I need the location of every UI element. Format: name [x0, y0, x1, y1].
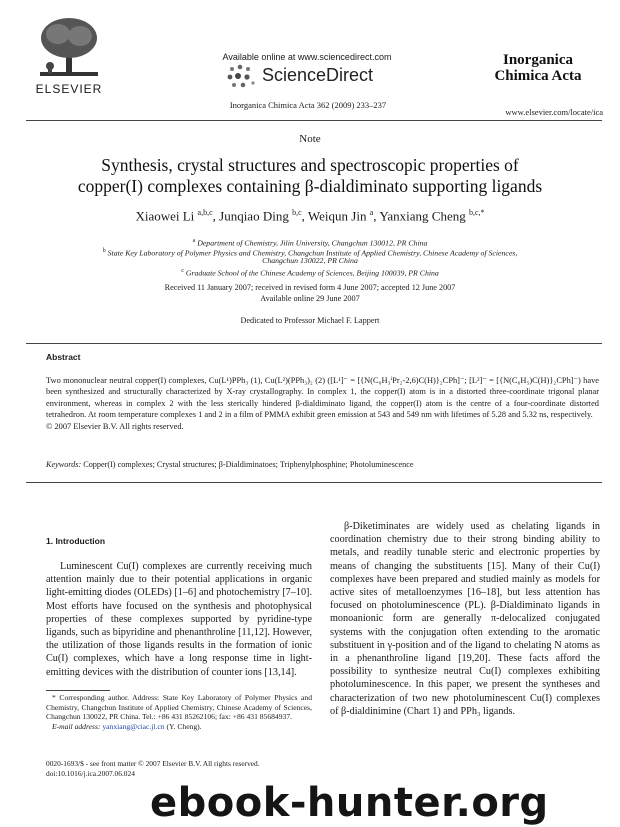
author-name[interactable]: Xiaowei Li — [135, 208, 195, 224]
title-line-1: Synthesis, crystal structures and spectroscopic properties of — [101, 155, 519, 175]
abstract-body — [46, 375, 599, 432]
available-online-line[interactable]: Available online at www.sciencedirect.com — [222, 52, 392, 62]
available-online-date: Available online 29 June 2007 — [260, 293, 360, 303]
author-name[interactable]: Yanxiang Cheng — [379, 208, 466, 224]
article-type: Note — [299, 133, 321, 145]
affiliation-text: Department of Chemistry, Jilin University, Changchun 130012, PR China — [197, 238, 428, 248]
affiliation-text: Changchun 130022, PR China — [262, 256, 358, 265]
intro-right-paragraph: β-Diketiminates are widely used as chelating ligands in coordination chemistry due to their strong binding ability to metals, and readily tunable steric and electronic properties by means of changing the substituents [15]. Many of their Cu(I) complexes have been prepared and studied mainly as models for active sites of metalloenzymes [16–18], but less attention has focused on photoluminescence (PL). β-Dialdiminato ligands in monoanionic form are generally π-delocalized conjugated systems with the conjugation often extending to the aromatic substituent in γ-position and of the ligand to chelating N atoms as in a phenanthroline ligand [19,20]. These facts afford the possibility to synthesize neutral Cu(I) complexes exhibiting photoluminescence. In this paper, we present the syntheses and characterization of two new photoluminescent Cu(I) complexes of β-dialdinimine (Chart 1) and PPh₃ ligands. — [330, 521, 600, 717]
email-line — [46, 722, 312, 732]
issn-line: 0020-1693/$ - see front matter © 2007 Elsevier B.V. All rights reserved. — [46, 759, 260, 768]
affiliation — [40, 256, 580, 266]
abstract-bottom-divider — [26, 482, 602, 483]
corresponding-footnote — [46, 693, 312, 731]
affiliation-sup: a — [192, 238, 196, 244]
journal-url-link[interactable]: www.elsevier.com/locate/ica — [505, 107, 603, 117]
email-link[interactable]: yanxiang@ciac.jl.cn — [102, 721, 165, 731]
publisher-name: ELSEVIER — [35, 82, 103, 96]
affiliation-sup: b — [102, 248, 106, 254]
article-dates — [40, 283, 580, 304]
affiliation-text: Graduate School of the Chinese Academy of Sciences, Beijing 100039, PR China — [185, 268, 439, 278]
elsevier-tree-logo — [36, 14, 102, 80]
doi-line[interactable]: doi:10.1016/j.ica.2007.06.024 — [46, 768, 135, 778]
keywords — [46, 460, 599, 469]
abstract-top-divider — [26, 343, 602, 344]
keywords-label: Keywords: — [46, 460, 82, 469]
keywords-list: Copper(I) complexes; Crystal structures; β-Dialdiminatoes; Triphenylphosphine; Photoluminescence — [83, 460, 414, 469]
journal-logo — [478, 52, 598, 102]
issn-doi-block — [46, 759, 312, 778]
author-affil-sup: b,c — [292, 208, 302, 217]
author-list: Xiaowei Li $^{a,b,c}$, Junqiao Ding $^{b,c}$, Weiqun Jin $^a$, Yanxiang Cheng $^{b,c,*}$ — [135, 208, 485, 224]
dedication: Dedicated to Professor Michael F. Lappert — [240, 316, 380, 325]
intro-left-paragraph: Luminescent Cu(I) complexes are currently receiving much attention mainly due to their potential applications in organic light-emitting diodes (OLEDs) [1–6] and photochemistry [7–10]. Most efforts have focused on the synthesis and photophysical properties of these complexes supported by pyridine-type ligands, such as bipyridine and phenanthroline [11,12]. However, the utilization of those ligands results in the formation of ionic Cu(I) complexes, which have a long response time in light-emitting devices with the distribution of counter ions [13,14]. — [46, 561, 313, 678]
journal-logo-line2: Chimica Acta — [494, 68, 582, 84]
footnote-divider — [46, 690, 110, 691]
introduction-heading: 1. Introduction — [46, 536, 106, 546]
abstract-text: Two mononuclear neutral copper(I) complexes, Cu(L¹)PPh₃ (1), Cu(L²)(PPh₃)₂ (2) ([L¹]⁻ = [{N(C₆H₃ⁱPr₂-2,6)C(H)}₂CPh]⁻; [L²]⁻ = [{N(C₆H₅)C(H)}₂CPh]⁻) have been synthesized and structurally characterized by X-ray crystallography. In complex 1, the copper(I) atom is in a distorted three-coordinate trigonal planar environment, whereas in complex 2 with the less sterically hindered β-dialdiminato ligand, the copper(I) atom is the centre of a four-coordinate distorted tetrahedron. At room temperature complexes 1 and 2 in a film of PMMA exhibit green emission at 543 and 549 nm with lifetimes of 5.28 and 5.32 ns, respectively. — [46, 376, 599, 420]
sciencedirect-wordmark: ScienceDirect — [262, 65, 374, 85]
title-line-2: copper(I) complexes containing β-dialdiminato supporting ligands — [77, 176, 543, 196]
affiliation — [40, 266, 580, 279]
author-name[interactable]: Weiqun Jin — [307, 208, 367, 224]
corresponding-author-note: * Corresponding author. Address: State Key Laboratory of Polymer Physics and Chemistry, Changchun Institute of Applied Chemistry, Chinese Academy of Sciences, Changchun 130022, PR China. Tel.: +86 431 85262106; fax: +86 431 85684937. — [46, 693, 312, 722]
email-label: E-mail address: — [52, 721, 101, 731]
affiliation-text: State Key Laboratory of Polymer Physics and Chemistry, Changchun Institute of Applied Chemistry, Chinese Academy of Sciences, — [107, 248, 518, 258]
journal-citation: Inorganica Chimica Acta 362 (2009) 233–237 — [229, 100, 387, 110]
copyright: © 2007 Elsevier B.V. All rights reserved. — [46, 421, 184, 431]
author-affil-sup: a — [369, 208, 374, 217]
affiliation-sup: c — [181, 268, 184, 274]
email-owner: (Y. Cheng). — [166, 721, 202, 731]
author-affil-sup: a,b,c — [197, 208, 213, 217]
abstract-heading: Abstract — [46, 352, 81, 362]
article-title — [40, 155, 580, 197]
author-name[interactable]: Junqiao Ding — [219, 208, 289, 224]
received-dates: Received 11 January 2007; received in revised form 4 June 2007; accepted 12 June 2007 — [164, 283, 456, 292]
journal-logo-line1: Inorganica — [502, 52, 573, 68]
watermark-text: ebook-hunter.org — [150, 780, 549, 826]
header-divider — [26, 120, 602, 121]
author-affil-sup: b,c,* — [469, 208, 485, 217]
